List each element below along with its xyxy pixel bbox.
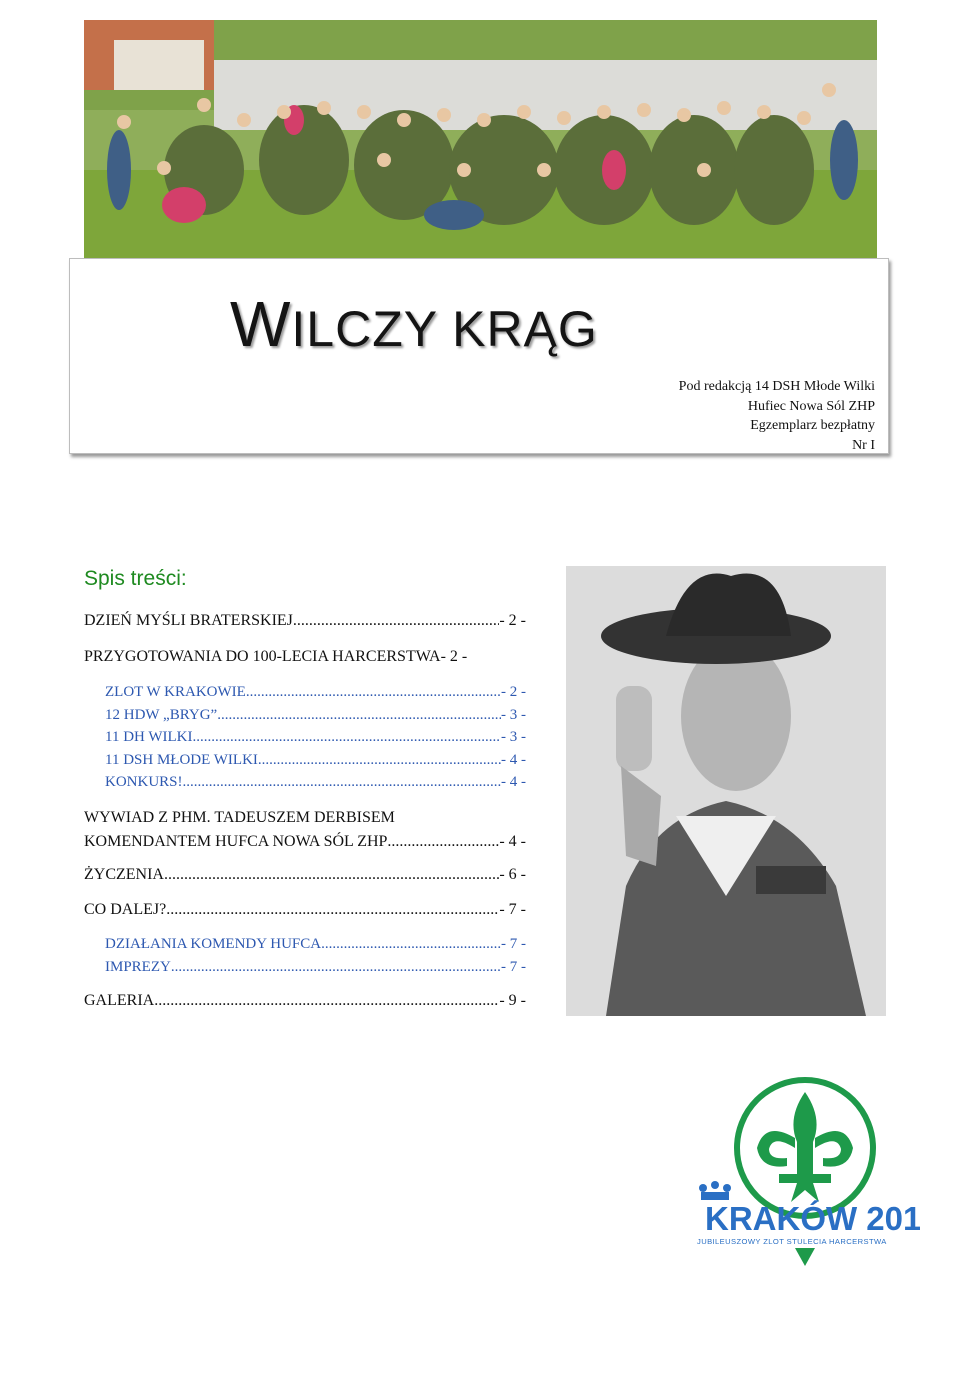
toc-entry-page: - 9 - [499, 992, 526, 1009]
district: Hufiec Nowa Sól ZHP [747, 398, 875, 414]
toc-entry-title: 11 DSH MŁODE WILKI [105, 752, 258, 768]
toc-leader [217, 708, 501, 723]
masthead-title-rest: ILCZY KRĄG [291, 301, 598, 357]
krakow-2010-logo [695, 1070, 920, 1270]
toc-entry-title: ZLOT W KRAKOWIE [105, 684, 246, 700]
toc-entry-title: 11 DH WILKI [105, 729, 193, 745]
toc-leader [258, 753, 501, 768]
logo-word: KRAKÓW 2010 [705, 1200, 920, 1237]
toc-entry-title: KOMENDANTEM HUFCA NOWA SÓL ZHP [84, 833, 388, 850]
toc-entry-page: - 4 - [499, 833, 526, 850]
price-note: Egzemplarz bezpłatny [750, 418, 875, 434]
toc-entry-page: - 2 - [499, 612, 526, 629]
toc-entry-page: - 4 - [501, 752, 526, 768]
toc-leader [166, 902, 499, 918]
toc-entry-title: CO DALEJ? [84, 901, 167, 918]
masthead-title-initial: W [230, 288, 292, 360]
toc-subentry[interactable] [105, 774, 526, 791]
toc-entry[interactable] [84, 809, 395, 827]
toc-entry-page: - 3 - [501, 707, 526, 723]
toc-entry-page: - 7 - [501, 936, 526, 952]
toc-subentry[interactable] [105, 684, 526, 701]
toc-subentry[interactable] [105, 729, 526, 746]
toc-entry-page: - 7 - [499, 901, 526, 918]
toc-leader [171, 960, 501, 975]
toc-heading: Spis treści: [84, 567, 187, 590]
masthead-box [69, 258, 889, 454]
toc-entry-title: IMPREZY [105, 959, 171, 975]
toc-entry-title: PRZYGOTOWANIA DO 100-LECIA HARCERSTWA- 2 - [84, 648, 468, 665]
toc-leader [154, 993, 499, 1009]
toc-entry-title: DZIAŁANIA KOMENDY HUFCA [105, 936, 322, 952]
toc-entry-page: - 6 - [499, 866, 526, 883]
toc-subentry[interactable] [105, 707, 526, 724]
toc-entry-title: WYWIAD Z PHM. TADEUSZEM DERBISEM [84, 809, 395, 826]
toc-subentry[interactable] [105, 752, 526, 769]
toc-entry[interactable] [84, 648, 467, 666]
toc-entry[interactable] [84, 901, 526, 919]
toc-entry-page: - 7 - [501, 959, 526, 975]
toc-subentry[interactable] [105, 959, 526, 976]
toc-entry[interactable] [84, 992, 526, 1010]
toc-entry-title: 12 HDW „BRYG” [105, 707, 218, 723]
logo-tagline: JUBILEUSZOWY ZLOT STULECIA HARCERSTWA [697, 1237, 887, 1246]
toc-entry-title: ŻYCZENIA [84, 866, 164, 883]
group-photo [84, 20, 877, 258]
toc-entry[interactable] [84, 866, 526, 884]
toc-entry-continued[interactable] [84, 833, 526, 851]
toc-entry-page: - 4 - [501, 774, 526, 790]
toc-entry-title: DZIEŃ MYŚLI BRATERSKIEJ [84, 612, 293, 629]
toc-leader [246, 685, 501, 700]
toc-entry[interactable] [84, 612, 526, 630]
edited-by: Pod redakcją 14 DSH Młode Wilki [678, 379, 875, 394]
toc-leader [387, 834, 499, 850]
baden-powell-photo [566, 566, 886, 1016]
issue-number: Nr I [852, 437, 875, 453]
toc-entry-title: KONKURS! [105, 774, 183, 790]
masthead-title [230, 287, 598, 361]
toc-entry-title: GALERIA [84, 992, 155, 1009]
toc-entry-page: - 2 - [501, 684, 526, 700]
masthead-meta [679, 377, 875, 455]
toc-leader [164, 867, 499, 883]
toc-leader [321, 937, 501, 952]
toc-subentry[interactable] [105, 936, 526, 953]
toc-leader [293, 613, 499, 629]
toc-entry-page: - 3 - [501, 729, 526, 745]
toc-leader [183, 775, 501, 790]
toc-leader [192, 730, 501, 745]
